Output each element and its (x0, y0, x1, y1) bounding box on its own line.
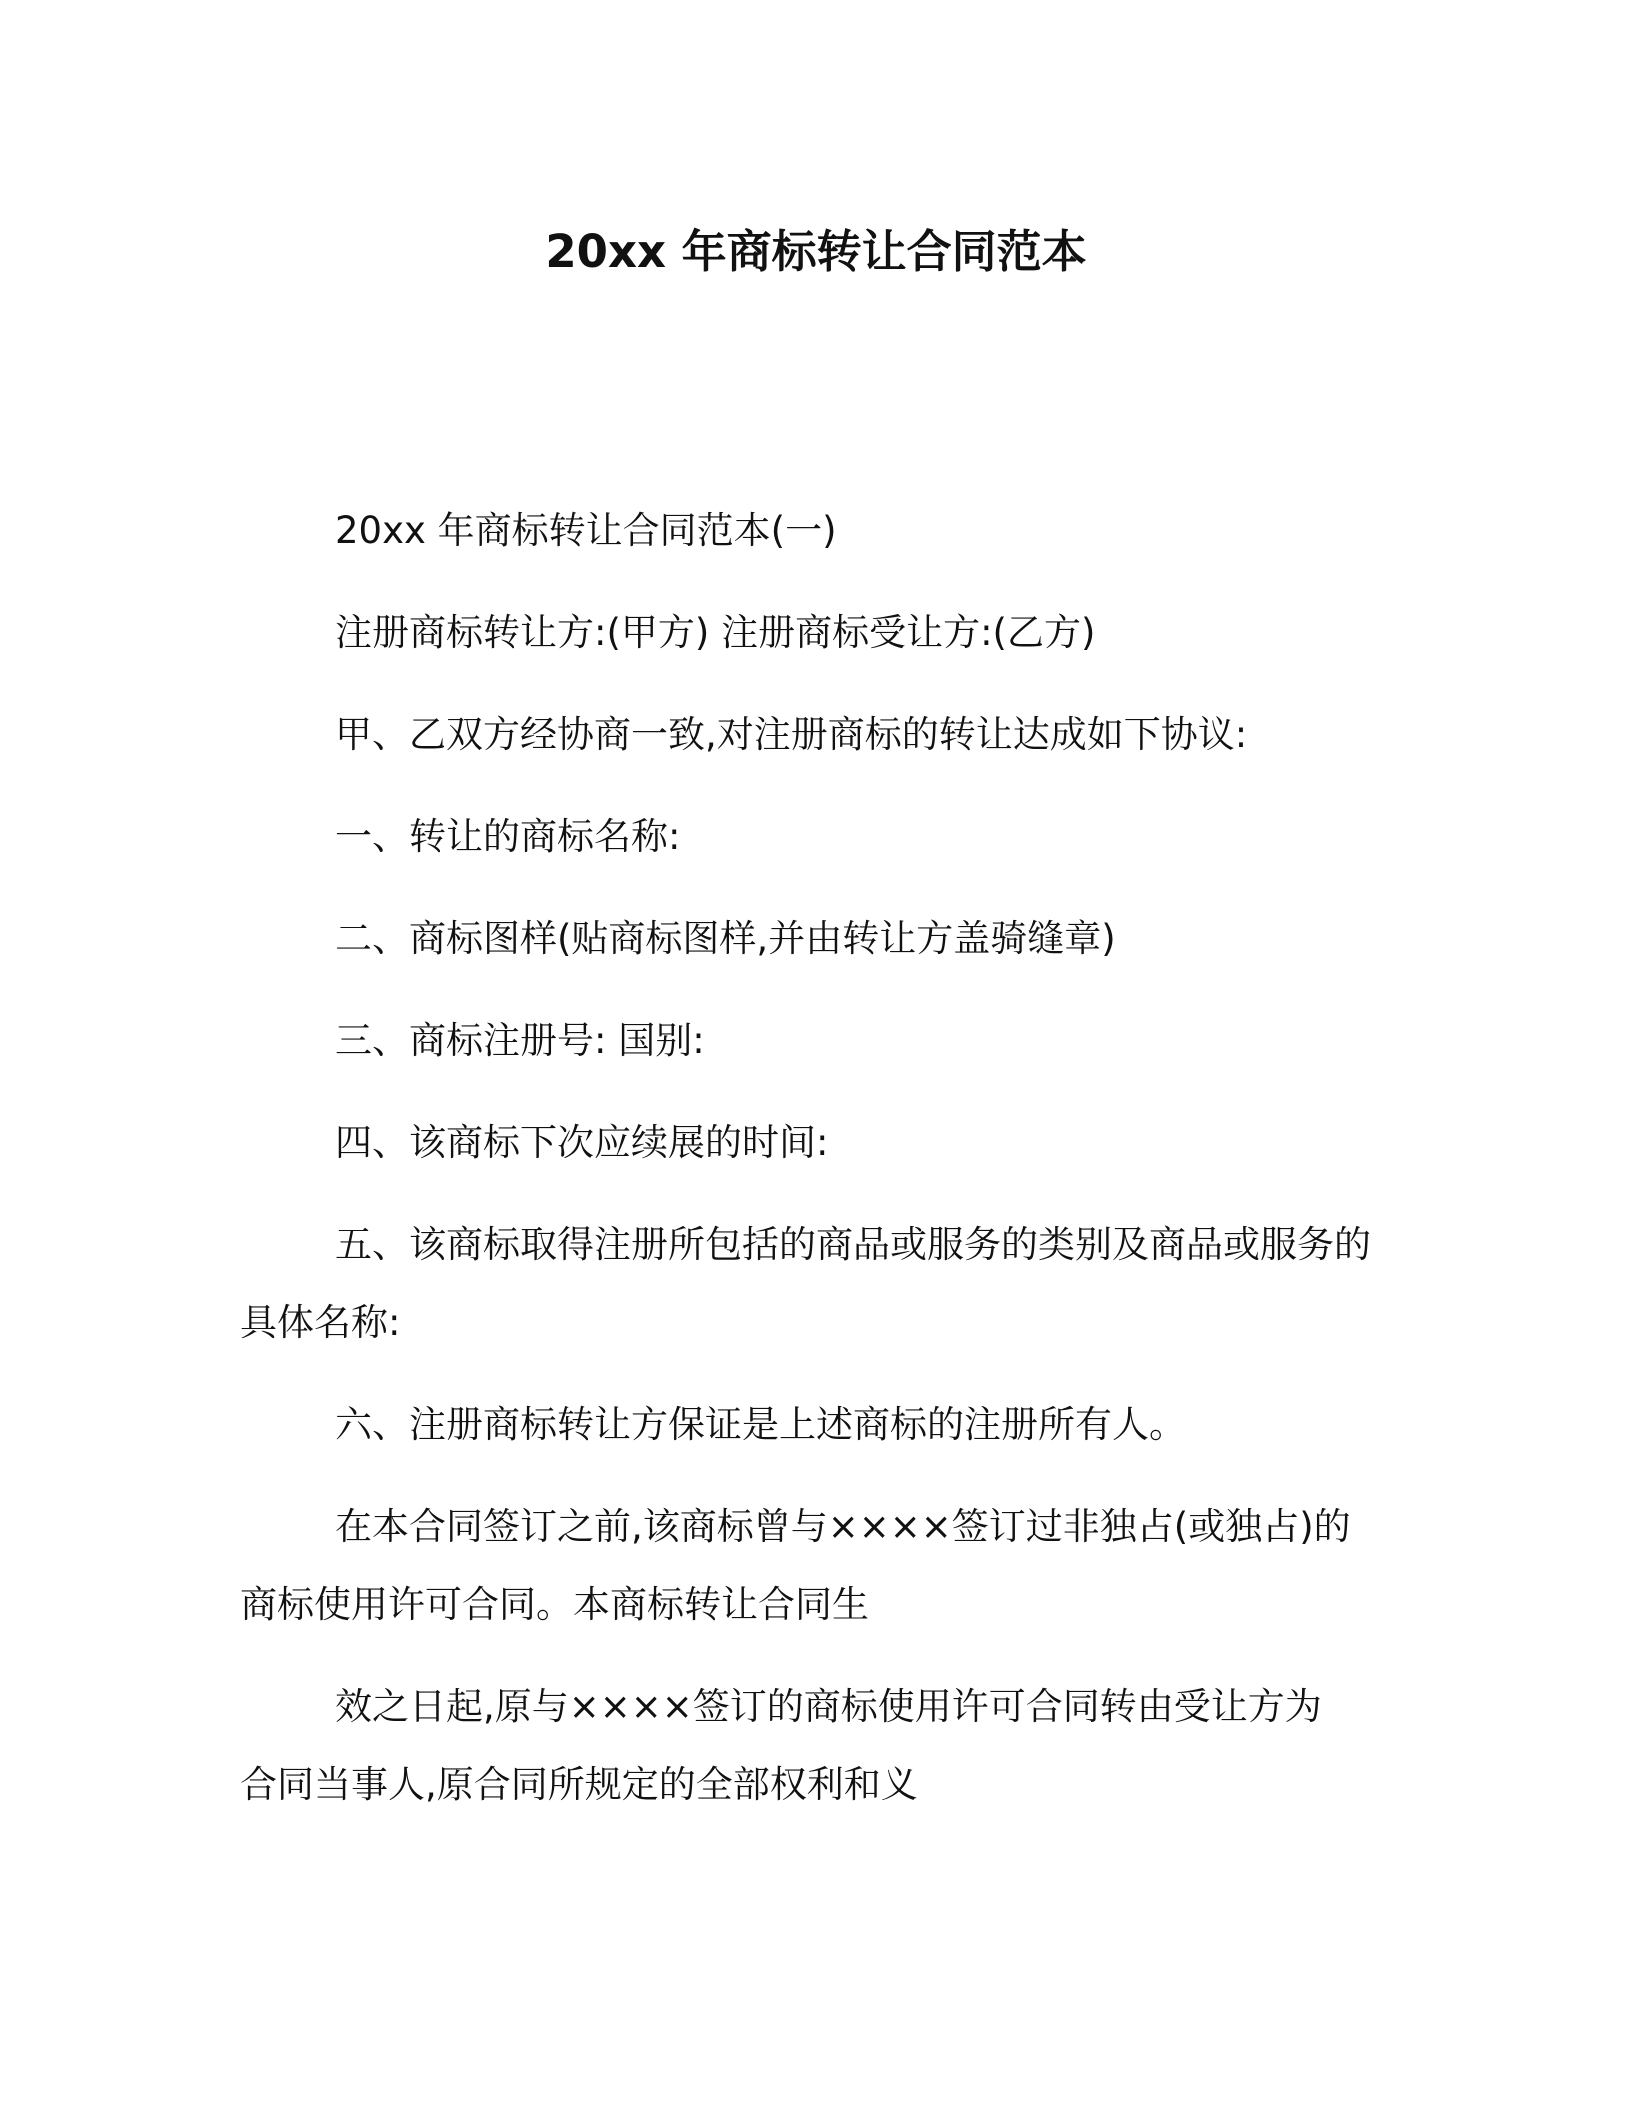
paragraph-line: 六、注册商标转让方保证是上述商标的注册所有人。 (335, 1403, 1186, 1446)
document-title: 20xx 年商标转让合同范本 (545, 225, 1087, 278)
clause-2 (240, 900, 1380, 978)
clause-6 (240, 1386, 1380, 1464)
paragraph-line: 甲、乙双方经协商一致,对注册商标的转让达成如下协议: (335, 713, 1248, 756)
clause-3 (240, 1002, 1380, 1080)
paragraph-line: 五、该商标取得注册所包括的商品或服务的类别及商品或服务的 (335, 1223, 1371, 1266)
paragraph-agreement (240, 696, 1380, 774)
paragraph-line: 在本合同签订之前,该商标曾与××××签订过非独占(或独占)的 (335, 1505, 1351, 1548)
paragraph-line: 20xx 年商标转让合同范本(一) (335, 509, 837, 552)
paragraph-heading-one (240, 492, 1380, 570)
paragraph-line: 四、该商标下次应续展的时间: (335, 1121, 829, 1164)
paragraph-line-continued: 商标使用许可合同。本商标转让合同生 (240, 1583, 869, 1626)
paragraph-line: 二、商标图样(贴商标图样,并由转让方盖骑缝章) (335, 917, 1116, 960)
paragraph-line: 一、转让的商标名称: (335, 815, 681, 858)
paragraph-parties (240, 594, 1380, 672)
paragraph-line: 注册商标转让方:(甲方) 注册商标受让方:(乙方) (335, 611, 1096, 654)
paragraph-effective-date (240, 1668, 1380, 1824)
clause-5 (240, 1206, 1380, 1362)
paragraph-prior-license (240, 1488, 1380, 1644)
paragraph-line: 效之日起,原与××××签订的商标使用许可合同转由受让方为 (335, 1685, 1322, 1728)
clause-4 (240, 1104, 1380, 1182)
paragraph-line-continued: 合同当事人,原合同所规定的全部权利和义 (240, 1763, 918, 1806)
clause-1 (240, 798, 1380, 876)
paragraph-line: 三、商标注册号: 国别: (335, 1019, 705, 1062)
paragraph-line-continued: 具体名称: (240, 1301, 401, 1344)
